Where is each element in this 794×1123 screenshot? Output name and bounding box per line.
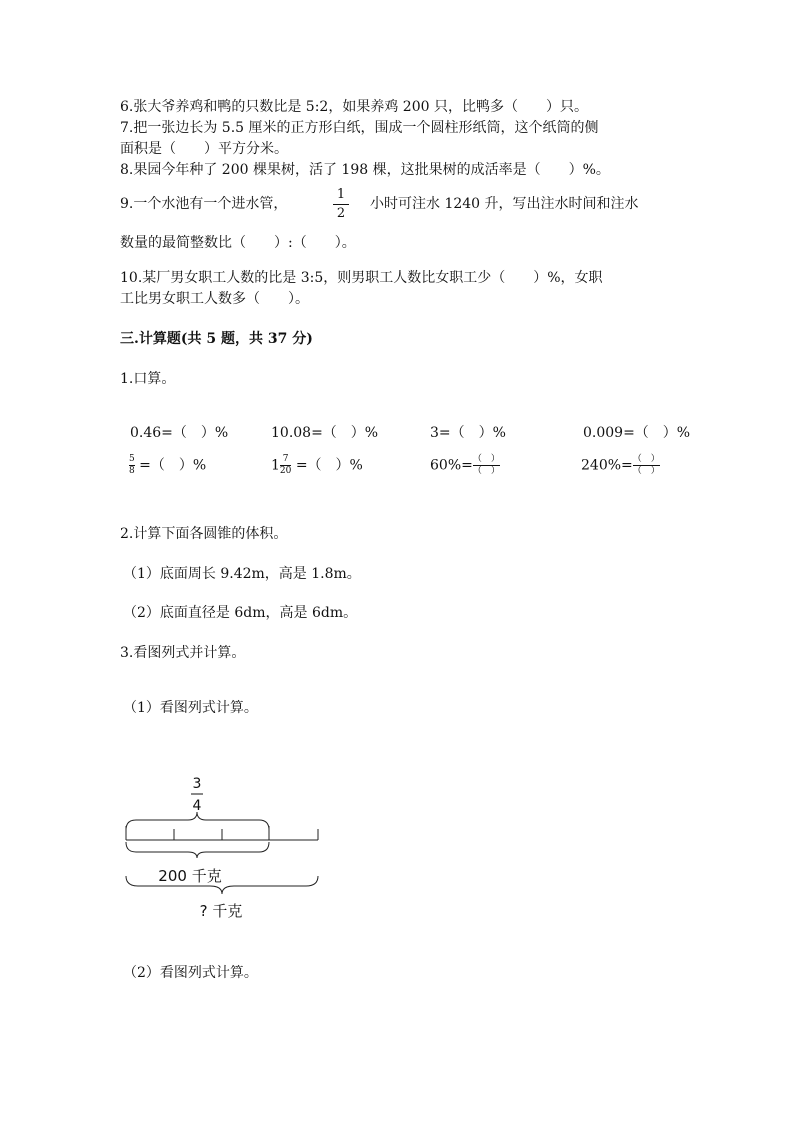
blank-fraction xyxy=(473,455,500,476)
question-10-line1: 10.某厂男女职工人数的比是 3:5，则男职工人数比女职工少（ ）%，女职 xyxy=(120,270,603,286)
diagram-fraction-denominator: 4 xyxy=(192,798,202,814)
upper-brace xyxy=(126,812,269,830)
mixed-whole: 1 xyxy=(271,457,280,474)
fraction-numerator: 7 xyxy=(282,454,289,464)
oral-r1c3: 3=（ ）% xyxy=(430,425,506,441)
fraction-denominator: 20 xyxy=(279,466,292,476)
diagram-label-known: 200 千克 xyxy=(158,867,222,885)
oral-r2c1-rest: =（ ）% xyxy=(134,457,207,474)
item-3-2: （2）看图列式计算。 xyxy=(123,965,258,981)
oral-r1c4: 0.009=（ ）% xyxy=(583,425,691,441)
question-7-line1: 7.把一张边长为 5.5 厘米的正方形白纸，围成一个圆柱形纸筒，这个纸筒的侧 xyxy=(120,120,599,136)
oral-r2c2-rest: =（ ）% xyxy=(291,457,363,474)
fraction-numerator: （ ） xyxy=(472,454,500,464)
oral-r2c4-lhs: 240%= xyxy=(581,457,633,474)
oral-r2c2 xyxy=(271,455,363,476)
diagram-label-unknown: ? 千克 xyxy=(199,902,243,920)
oral-r2c3-lhs: 60%= xyxy=(430,457,473,474)
item-1-title: 1.口算。 xyxy=(120,371,176,387)
fraction-numerator: 1 xyxy=(336,187,346,202)
blank-fraction xyxy=(633,455,660,476)
question-7-line2: 面积是（ ）平方分米。 xyxy=(120,141,288,157)
item-2-title: 2.计算下面各圆锥的体积。 xyxy=(120,526,288,542)
oral-r2c3 xyxy=(430,455,500,476)
oral-r1c1: 0.46=（ ）% xyxy=(130,425,229,441)
oral-r2c1 xyxy=(129,455,206,476)
section-3-title: 三.计算题(共 5 题，共 37 分) xyxy=(120,331,313,347)
question-6: 6.张大爷养鸡和鸭的只数比是 5:2，如果养鸡 200 只，比鸭多（ ）只。 xyxy=(120,99,588,115)
item-3-1: （1）看图列式计算。 xyxy=(123,700,258,716)
item-2-2: （2）底面直径是 6dm，高是 6dm。 xyxy=(123,605,358,621)
question-9-line1-pre: 9.一个水池有一个进水管， xyxy=(120,196,288,212)
oral-r2c4 xyxy=(581,455,660,476)
question-10-line2: 工比男女职工人数多（ ）。 xyxy=(120,291,309,307)
fraction-denominator: 2 xyxy=(336,206,346,221)
fraction-denominator: 8 xyxy=(129,466,135,476)
fraction xyxy=(280,455,291,476)
question-9-line1-post: 小时可注水 1240 升，写出注水时间和注水 xyxy=(370,196,639,212)
fraction-denominator: （ ） xyxy=(632,466,660,476)
question-8: 8.果园今年种了 200 棵果树，活了 198 棵，这批果树的成活率是（ ）%。 xyxy=(120,162,610,178)
question-9-line2: 数量的最简整数比（ ）:（ ）。 xyxy=(120,235,356,251)
oral-r1c2: 10.08=（ ）% xyxy=(271,425,379,441)
item-3-title: 3.看图列式并计算。 xyxy=(120,645,246,661)
fraction-numerator: 5 xyxy=(129,454,135,464)
fraction-denominator: （ ） xyxy=(472,466,500,476)
question-9-fraction xyxy=(333,187,349,222)
lower-brace-whole xyxy=(126,876,318,894)
diagram-fraction-numerator: 3 xyxy=(192,776,202,792)
lower-brace-known xyxy=(126,842,269,858)
item-2-1: （1）底面周长 9.42m，高是 1.8m。 xyxy=(123,566,361,582)
fraction-bar xyxy=(333,204,349,205)
fraction-numerator: （ ） xyxy=(632,454,660,464)
